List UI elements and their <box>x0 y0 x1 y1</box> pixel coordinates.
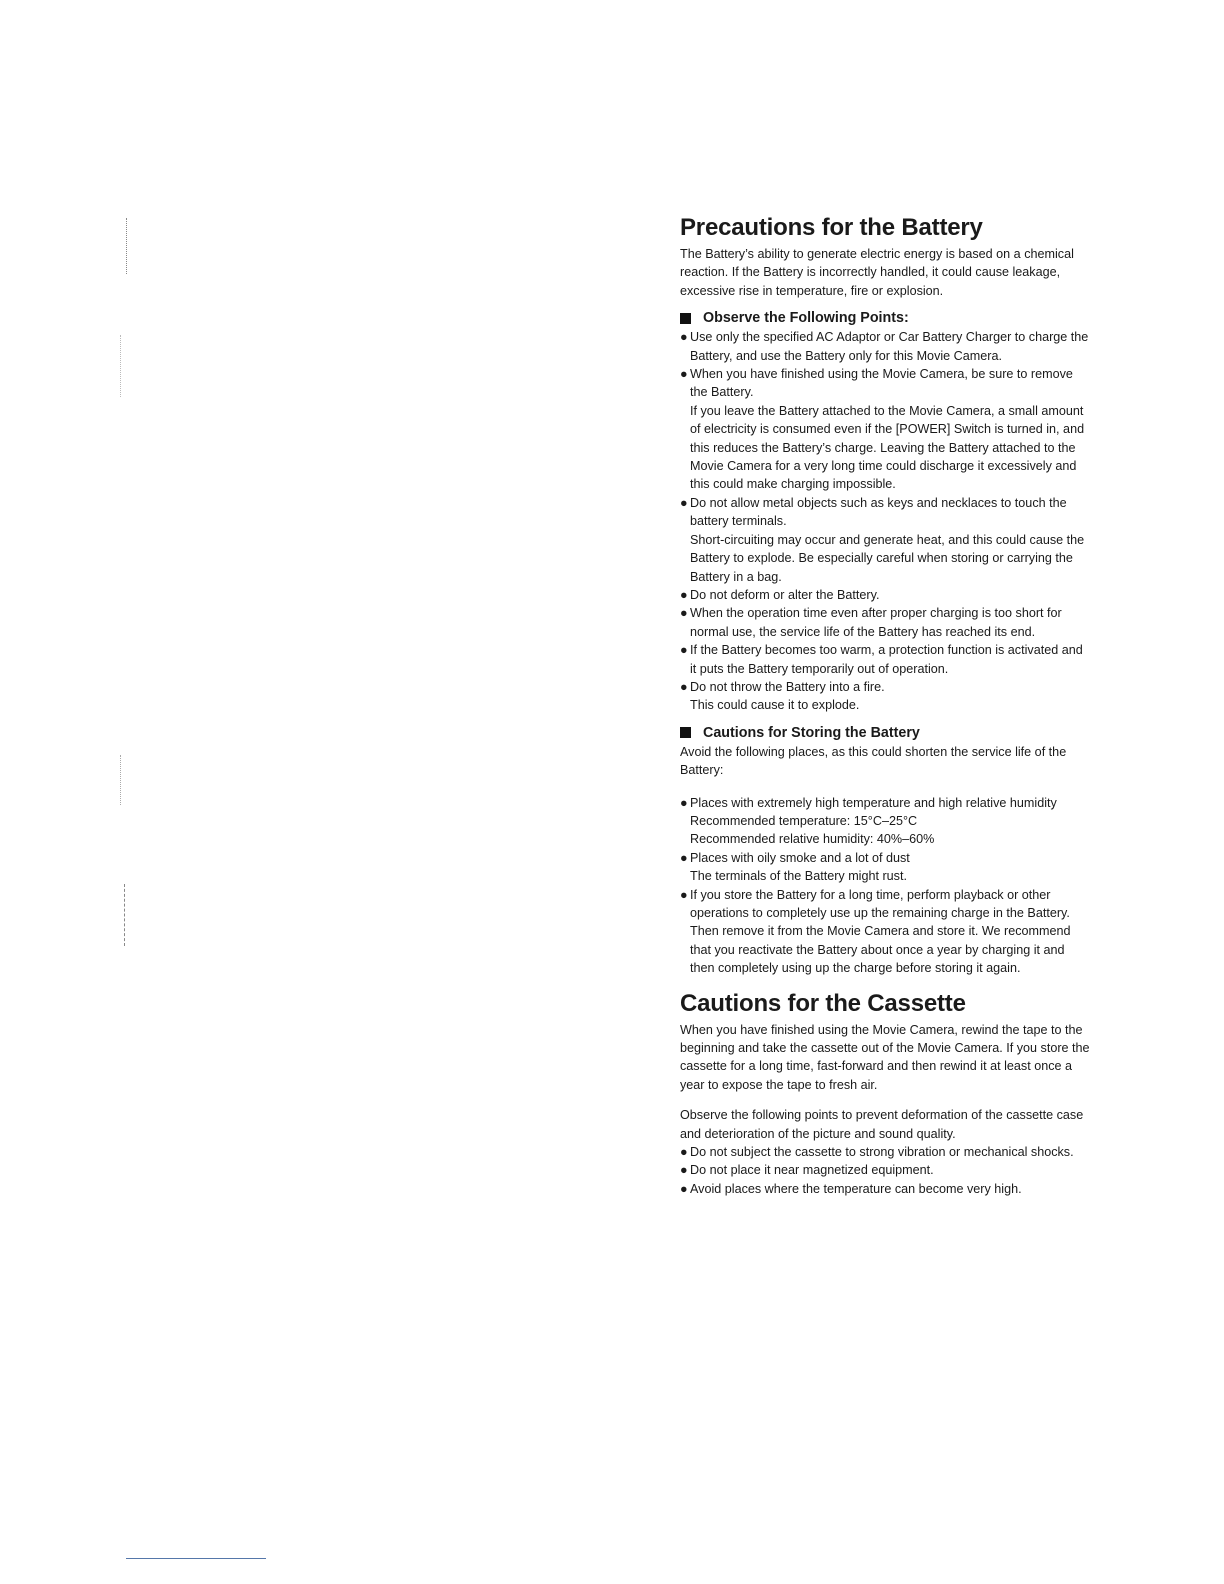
battery-points-list <box>680 328 1092 715</box>
bullet-icon: ● <box>680 367 688 382</box>
bullet-icon: ● <box>680 330 688 345</box>
list-item-note: Short-circuiting may occur and generate heat, and this could cause the Battery to explode. Be especially careful when storing or carrying the Battery in a bag. <box>690 532 1085 584</box>
section-title-cassette: Cautions for the Cassette <box>680 989 966 1017</box>
manual-page-content <box>680 214 1092 1198</box>
list-item: ● Places with extremely high temperature and high relative humidity Recommended temperature: 15°C–25°C Recommended relative humidity: 40%–60% <box>680 794 1092 849</box>
list-item-note: Recommended temperature: 15°C–25°C <box>690 813 918 828</box>
list-item: ● When you have finished using the Movie Camera, be sure to remove the Battery. If you leave the Battery attached to the Movie Camera, a small amount of electricity is consumed even if the [POWER] Switch is turned in, and this reduces the Battery’s charge. Leaving the Battery attached to the Movie Camera for a very long time could discharge it excessively and this could make charging impossible. <box>680 365 1092 494</box>
square-bullet-icon <box>680 727 691 738</box>
storing-intro: Avoid the following places, as this could shorten the service life of the Battery: <box>680 744 1067 778</box>
cassette-points-list <box>680 1143 1092 1198</box>
scan-margin-mark <box>120 335 121 397</box>
bullet-icon: ● <box>680 606 688 621</box>
bullet-icon: ● <box>680 587 688 602</box>
list-item-note: This could cause it to explode. <box>690 698 860 713</box>
list-item: ● If you store the Battery for a long time, perform playback or other operations to completely use up the remaining charge in the Battery. Then remove it from the Movie Camera and store it. We recommend that you reactivate the Battery about once a year by charging it and then completely using up the charge before storing it again. <box>680 887 1071 976</box>
square-bullet-icon <box>680 313 691 324</box>
bullet-icon: ● <box>680 679 688 694</box>
bullet-icon: ● <box>680 1181 688 1196</box>
cassette-intro: When you have finished using the Movie Camera, rewind the tape to the beginning and take the cassette out of the Movie Camera. If you store the cassette for a long time, fast-forward and then rewind it at least once a year to expose the tape to fresh air. <box>680 1022 1090 1092</box>
battery-intro: The Battery’s ability to generate electric energy is based on a chemical reaction. If the Battery is incorrectly handled, it could cause leakage, excessive rise in temperature, fire or explosion. <box>680 247 1074 298</box>
list-item: ● Do not allow metal objects such as keys and necklaces to touch the battery terminals. Short-circuiting may occur and generate heat, and this could cause the Battery to explode. Be especially careful when storing or carrying the Battery in a bag. <box>680 494 1092 586</box>
list-item-note: If you leave the Battery attached to the Movie Camera, a small amount of electricity is consumed even if the [POWER] Switch is turned in, and this reduces the Battery’s charge. Leaving the Battery attached to the Movie Camera for a very long time could discharge it excessively and this could make charging impossible. <box>690 403 1085 492</box>
list-item-note: Recommended relative humidity: 40%–60% <box>690 832 935 847</box>
list-item: ● Do not throw the Battery into a fire. This could cause it to explode. <box>680 678 1092 715</box>
subheading-storing <box>680 725 1092 741</box>
subheading-label: Observe the Following Points: <box>703 310 909 327</box>
scan-margin-mark <box>120 755 121 805</box>
section-title-battery: Precautions for the Battery <box>680 214 983 241</box>
subheading-label: Cautions for Storing the Battery <box>703 724 920 741</box>
list-item: ● Places with oily smoke and a lot of dust The terminals of the Battery might rust. <box>680 849 1092 886</box>
bullet-icon: ● <box>680 495 688 510</box>
list-item: ● Do not deform or alter the Battery. <box>680 586 1092 604</box>
bullet-icon: ● <box>680 887 688 902</box>
bullet-icon: ● <box>680 795 688 810</box>
storing-points-list <box>680 794 1092 978</box>
list-item-note: The terminals of the Battery might rust. <box>690 869 907 884</box>
list-item: ● Use only the specified AC Adaptor or Car Battery Charger to charge the Battery, and use the Battery only for this Movie Camera. <box>680 330 1089 363</box>
list-item: ● Do not subject the cassette to strong vibration or mechanical shocks. <box>680 1143 1092 1161</box>
list-item: ● If the Battery becomes too warm, a protection function is activated and it puts the Battery temporarily out of operation. <box>680 643 1083 676</box>
bullet-icon: ● <box>680 850 688 865</box>
list-item: ● Avoid places where the temperature can become very high. <box>680 1180 1092 1198</box>
bullet-icon: ● <box>680 1163 688 1178</box>
bullet-icon: ● <box>680 1145 688 1160</box>
list-item: ● Do not place it near magnetized equipment. <box>680 1161 1092 1179</box>
cassette-observe: Observe the following points to prevent deformation of the cassette case and deterioration of the picture and sound quality. <box>680 1108 1084 1141</box>
bullet-icon: ● <box>680 643 688 658</box>
scan-margin-mark <box>126 218 127 274</box>
scan-margin-mark <box>124 884 125 946</box>
bottom-rule <box>126 1558 266 1559</box>
subheading-observe <box>680 310 1092 326</box>
list-item: ● When the operation time even after proper charging is too short for normal use, the service life of the Battery has reached its end. <box>680 606 1062 639</box>
